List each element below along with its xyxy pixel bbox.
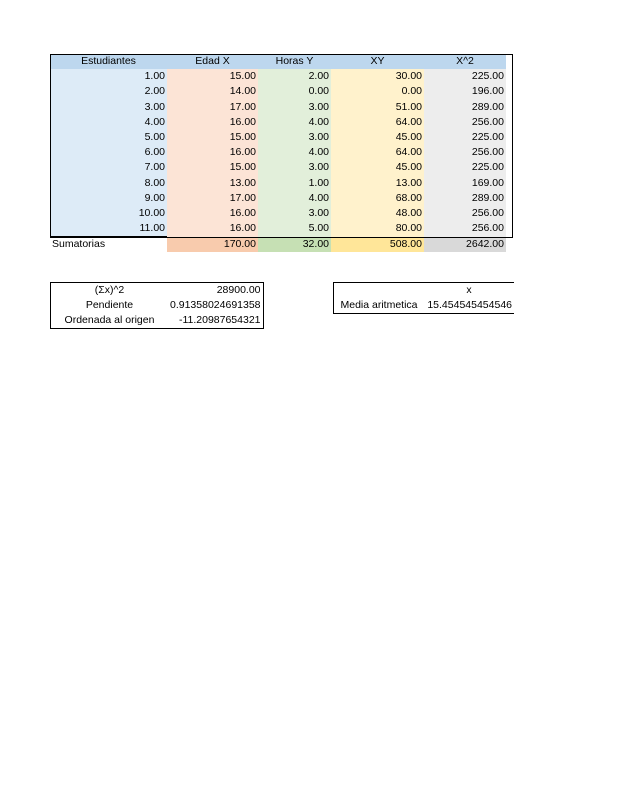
cell-x-squared[interactable]: 289.00: [424, 191, 506, 206]
table-row: [50, 69, 506, 84]
header-estudiantes[interactable]: Estudiantes: [50, 54, 167, 69]
mean-header-row: [334, 283, 514, 298]
table-row: [50, 221, 506, 237]
cell-xy[interactable]: 45.00: [331, 160, 424, 175]
mean-header-empty[interactable]: [334, 283, 424, 298]
cell-estudiante[interactable]: 3.00: [50, 100, 167, 115]
table-row: [50, 191, 506, 206]
table-row: [50, 115, 506, 130]
table-row: [50, 84, 506, 99]
cell-horas-y[interactable]: 5.00: [258, 221, 331, 237]
cell-edad-x[interactable]: 16.00: [167, 115, 258, 130]
cell-xy[interactable]: 0.00: [331, 84, 424, 99]
stats-row: [51, 283, 263, 298]
header-row: [50, 54, 506, 69]
cell-xy[interactable]: 64.00: [331, 115, 424, 130]
table-row: [50, 206, 506, 221]
stats-value[interactable]: -11.20987654321: [178, 314, 261, 326]
sums-row: [50, 237, 506, 253]
cell-edad-x[interactable]: 16.00: [167, 221, 258, 237]
stats-label[interactable]: (Σx)^2: [94, 284, 125, 296]
cell-xy[interactable]: 51.00: [331, 100, 424, 115]
mean-header[interactable]: x: [466, 284, 472, 296]
cell-x-squared[interactable]: 289.00: [424, 100, 506, 115]
cell-xy[interactable]: 45.00: [331, 130, 424, 145]
table-row: [50, 130, 506, 145]
mean-label[interactable]: Media aritmetica: [340, 299, 418, 311]
stats-label[interactable]: Ordenada al origen: [64, 314, 155, 326]
mean-box: [333, 282, 514, 314]
data-table: [50, 54, 506, 252]
cell-horas-y[interactable]: 1.00: [258, 176, 331, 191]
cell-x-squared[interactable]: 196.00: [424, 84, 506, 99]
sum-xy[interactable]: 508.00: [331, 237, 424, 253]
cell-xy[interactable]: 13.00: [331, 176, 424, 191]
cell-xy[interactable]: 48.00: [331, 206, 424, 221]
cell-edad-x[interactable]: 17.00: [167, 100, 258, 115]
cell-xy[interactable]: 64.00: [331, 145, 424, 160]
cell-x-squared[interactable]: 256.00: [424, 145, 506, 160]
cell-horas-y[interactable]: 2.00: [258, 69, 331, 84]
cell-edad-x[interactable]: 15.00: [167, 160, 258, 175]
cell-edad-x[interactable]: 15.00: [167, 69, 258, 84]
cell-estudiante[interactable]: 6.00: [50, 145, 167, 160]
header-edad-x[interactable]: Edad X: [167, 54, 258, 69]
cell-edad-x[interactable]: 15.00: [167, 130, 258, 145]
cell-edad-x[interactable]: 16.00: [167, 145, 258, 160]
stats-value[interactable]: 28900.00: [216, 284, 261, 296]
cell-horas-y[interactable]: 4.00: [258, 191, 331, 206]
mean-value[interactable]: 15.454545454546: [427, 299, 512, 311]
cell-estudiante[interactable]: 10.00: [50, 206, 167, 221]
sums-label[interactable]: Sumatorias: [50, 237, 167, 253]
cell-x-squared[interactable]: 256.00: [424, 115, 506, 130]
stats-row: [51, 298, 263, 313]
stats-value[interactable]: 0.91358024691358: [170, 299, 261, 311]
table-row: [50, 145, 506, 160]
table-row: [50, 100, 506, 115]
data-table-container: [50, 54, 506, 252]
sum-edad-x[interactable]: 170.00: [167, 237, 258, 253]
cell-horas-y[interactable]: 3.00: [258, 100, 331, 115]
header-horas-y[interactable]: Horas Y: [258, 54, 331, 69]
cell-x-squared[interactable]: 256.00: [424, 221, 506, 237]
cell-estudiante[interactable]: 7.00: [50, 160, 167, 175]
stats-row: [51, 313, 263, 328]
stats-box: [50, 282, 264, 329]
cell-estudiante[interactable]: 8.00: [50, 176, 167, 191]
cell-edad-x[interactable]: 14.00: [167, 84, 258, 99]
mean-row: [334, 298, 514, 313]
cell-edad-x[interactable]: 13.00: [167, 176, 258, 191]
cell-x-squared[interactable]: 225.00: [424, 130, 506, 145]
table-row: [50, 160, 506, 175]
cell-horas-y[interactable]: 4.00: [258, 145, 331, 160]
cell-x-squared[interactable]: 225.00: [424, 160, 506, 175]
cell-xy[interactable]: 30.00: [331, 69, 424, 84]
cell-x-squared[interactable]: 256.00: [424, 206, 506, 221]
cell-estudiante[interactable]: 2.00: [50, 84, 167, 99]
sum-horas-y[interactable]: 32.00: [258, 237, 331, 253]
cell-horas-y[interactable]: 3.00: [258, 160, 331, 175]
stats-label[interactable]: Pendiente: [85, 299, 134, 311]
sum-x-squared[interactable]: 2642.00: [424, 237, 506, 253]
cell-estudiante[interactable]: 9.00: [50, 191, 167, 206]
cell-edad-x[interactable]: 17.00: [167, 191, 258, 206]
cell-estudiante[interactable]: 5.00: [50, 130, 167, 145]
cell-x-squared[interactable]: 225.00: [424, 69, 506, 84]
cell-xy[interactable]: 80.00: [331, 221, 424, 237]
cell-horas-y[interactable]: 3.00: [258, 130, 331, 145]
cell-xy[interactable]: 68.00: [331, 191, 424, 206]
cell-horas-y[interactable]: 0.00: [258, 84, 331, 99]
table-row: [50, 176, 506, 191]
header-x-squared[interactable]: X^2: [424, 54, 506, 69]
cell-x-squared[interactable]: 169.00: [424, 176, 506, 191]
cell-estudiante[interactable]: 1.00: [50, 69, 167, 84]
cell-horas-y[interactable]: 3.00: [258, 206, 331, 221]
header-xy[interactable]: XY: [331, 54, 424, 69]
cell-horas-y[interactable]: 4.00: [258, 115, 331, 130]
cell-edad-x[interactable]: 16.00: [167, 206, 258, 221]
cell-estudiante[interactable]: 11.00: [50, 221, 167, 237]
cell-estudiante[interactable]: 4.00: [50, 115, 167, 130]
